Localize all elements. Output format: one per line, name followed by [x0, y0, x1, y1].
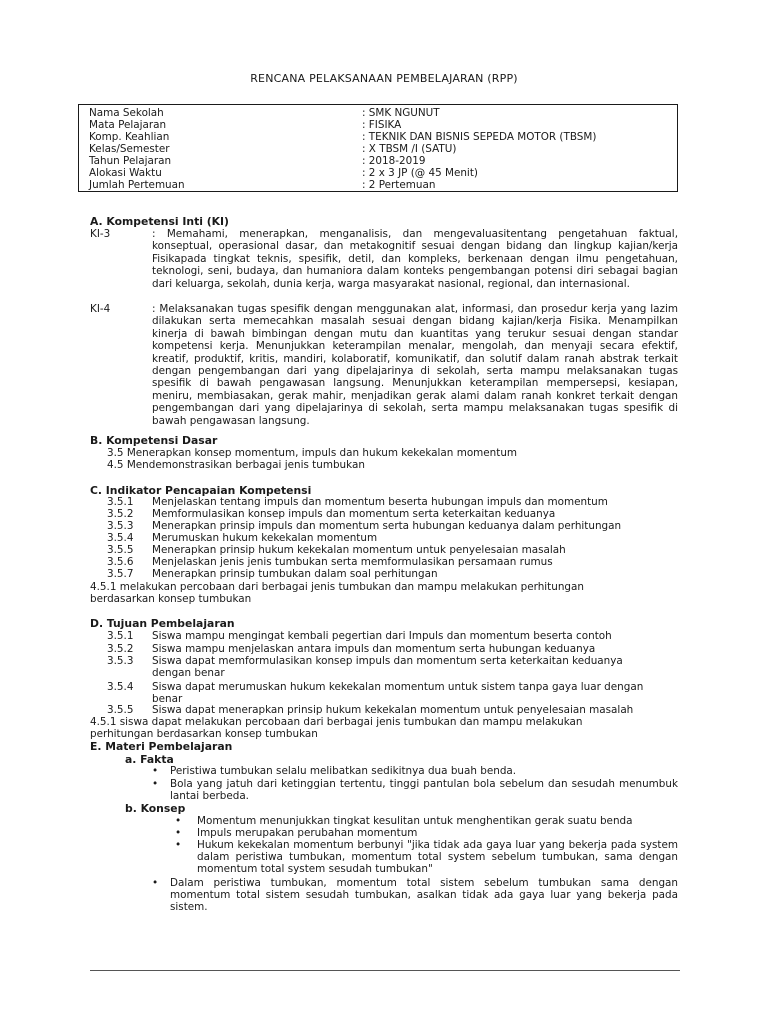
- objective-text: Siswa mampu mengingat kembali pegertian dari Impuls dan momentum beserta contoh: [152, 630, 612, 642]
- objective-text-cont: dengan benar: [152, 667, 225, 679]
- indicator-text: Menjelaskan jenis jenis tumbukan serta memformulasikan persamaan rumus: [152, 556, 553, 568]
- school-info-box: [78, 104, 678, 192]
- info-label: Nama Sekolah: [89, 107, 164, 119]
- objective-text: Siswa dapat merumuskan hukum kekekalan momentum untuk sistem tanpa gaya luar dengan: [152, 681, 644, 693]
- indicator-text: Menerapkan prinsip tumbukan dalam soal perhitungan: [152, 568, 438, 580]
- ki-code: KI-3: [90, 228, 111, 240]
- indicator-extra: 4.5.1 melakukan percobaan dari berbagai jenis tumbukan dan mampu melakukan perhitungan: [90, 581, 584, 593]
- objective-extra: 4.5.1 siswa dapat melakukan percobaan dari berbagai jenis tumbukan dan mampu melakukan: [90, 716, 583, 728]
- objective-text: Siswa dapat memformulasikan konsep impuls dan momentum serta keterkaitan keduanya: [152, 655, 623, 667]
- objective-text: Siswa mampu menjelaskan antara impuls dan momentum serta hubungan keduanya: [152, 643, 596, 655]
- info-label: Komp. Keahlian: [89, 131, 170, 143]
- fakta-item: Peristiwa tumbukan selalu melibatkan sedikitnya dua buah benda.: [170, 765, 517, 777]
- section-c-heading: C. Indikator Pencapaian Kompetensi: [90, 484, 312, 497]
- info-value: : 2 x 3 JP (@ 45 Menit): [362, 167, 478, 179]
- indicator-text: Menjelaskan tentang impuls dan momentum beserta hubungan impuls dan momentum: [152, 496, 608, 508]
- bullet-icon: •: [175, 827, 182, 839]
- info-label: Mata Pelajaran: [89, 119, 167, 131]
- info-value: : 2018-2019: [362, 155, 426, 167]
- kd-item: 4.5 Mendemonstrasikan berbagai jenis tumbukan: [107, 459, 365, 471]
- indicator-number: 3.5.2: [107, 508, 134, 520]
- info-value: : FISIKA: [362, 119, 402, 131]
- konsep-heading: b. Konsep: [125, 802, 186, 815]
- info-label: Alokasi Waktu: [89, 167, 162, 179]
- section-a-heading: A. Kompetensi Inti (KI): [90, 215, 229, 228]
- info-value: : SMK NGUNUT: [362, 107, 440, 119]
- bullet-icon: •: [152, 778, 159, 790]
- konsep-item: Momentum menunjukkan tingkat kesulitan untuk menghentikan gerak suatu benda: [197, 815, 633, 827]
- objective-number: 3.5.4: [107, 681, 134, 693]
- fakta-heading: a. Fakta: [125, 753, 174, 766]
- info-value: : X TBSM /I (SATU): [362, 143, 457, 155]
- objective-text-cont: benar: [152, 693, 183, 705]
- indicator-text: Merumuskan hukum kekekalan momentum: [152, 532, 378, 544]
- page-title: RENCANA PELAKSANAAN PEMBELAJARAN (RPP): [250, 72, 518, 85]
- indicator-number: 3.5.4: [107, 532, 134, 544]
- objective-number: 3.5.3: [107, 655, 134, 667]
- footer-divider: [90, 970, 680, 971]
- indicator-number: 3.5.6: [107, 556, 134, 568]
- bullet-icon: •: [175, 815, 182, 827]
- info-value: : 2 Pertemuan: [362, 179, 436, 191]
- section-b-heading: B. Kompetensi Dasar: [90, 434, 218, 447]
- indicator-text: Menerapkan prinsip hukum kekekalan momentum untuk penyelesaian masalah: [152, 544, 566, 556]
- indicator-extra: berdasarkan konsep tumbukan: [90, 593, 252, 605]
- objective-number: 3.5.5: [107, 704, 134, 716]
- bullet-icon: •: [152, 765, 159, 777]
- bullet-icon: •: [175, 839, 182, 851]
- indicator-number: 3.5.1: [107, 496, 134, 508]
- info-label: Kelas/Semester: [89, 143, 170, 155]
- konsep-item: Hukum kekekalan momentum berbunyi "jika tidak ada gaya luar yang bekerja pada system dalam peristiwa tumbukan, momentum total system sebelum tumbukan, sama dengan momentum total system sesudah tumbukan": [197, 839, 678, 875]
- objective-number: 3.5.2: [107, 643, 134, 655]
- section-e-heading: E. Materi Pembelajaran: [90, 740, 233, 753]
- indicator-number: 3.5.3: [107, 520, 134, 532]
- indicator-text: Menerapkan prinsip impuls dan momentum serta hubungan keduanya dalam perhitungan: [152, 520, 622, 532]
- info-label: Jumlah Pertemuan: [89, 179, 185, 191]
- indicator-number: 3.5.5: [107, 544, 134, 556]
- ki-text: : Melaksanakan tugas spesifik dengan menggunakan alat, informasi, dan prosedur kerja yang lazim dilakukan serta memecahkan masalah sesuai dengan bidang kajian/kerja Fisika. Menampilkan kinerja di bawah bimbingan dengan mutu dan kuantitas yang terukur sesuai dengan standar kompetensi kerja. Menunjukkan keterampilan menalar, mengolah, dan menyaji secara efektif, kreatif, produktif, kritis, mandiri, kolaboratif, komunikatif, dan solutif dalam ranah abstrak terkait dengan pengembangan dari yang dipelajarinya di sekolah, serta mampu melaksanakan tugas spesifik di bawah pengawasan langsung. Menunjukkan keterampilan mempersepsi, kesiapan, meniru, membiasakan, gerak mahir, menjadikan gerak alami dalam ranah konkret terkait dengan pengembangan dari yang dipelajarinya di sekolah, serta mampu melaksanakan tugas spesifik di bawah pengawasan langsung.: [152, 303, 678, 427]
- indicator-text: Memformulasikan konsep impuls dan momentum serta keterkaitan keduanya: [152, 508, 556, 520]
- objective-extra: perhitungan berdasarkan konsep tumbukan: [90, 728, 318, 740]
- kd-item: 3.5 Menerapkan konsep momentum, impuls dan hukum kekekalan momentum: [107, 447, 518, 459]
- info-value: : TEKNIK DAN BISNIS SEPEDA MOTOR (TBSM): [362, 131, 597, 143]
- konsep-outer-item: Dalam peristiwa tumbukan, momentum total sistem sebelum tumbukan sama dengan momentum total sistem sesudah tumbukan, asalkan tidak ada gaya luar yang bekerja pada sistem.: [170, 877, 678, 913]
- section-d-heading: D. Tujuan Pembelajaran: [90, 617, 235, 630]
- fakta-item: Bola yang jatuh dari ketinggian tertentu, tinggi pantulan bola sebelum dan sesudah menumbuk lantai berbeda.: [170, 778, 678, 803]
- objective-text: Siswa dapat menerapkan prinsip hukum kekekalan momentum untuk penyelesaian masalah: [152, 704, 634, 716]
- info-label: Tahun Pelajaran: [89, 155, 172, 167]
- objective-number: 3.5.1: [107, 630, 134, 642]
- konsep-item: Impuls merupakan perubahan momentum: [197, 827, 418, 839]
- ki-code: KI-4: [90, 303, 111, 315]
- bullet-icon: •: [152, 877, 159, 889]
- ki-text: : Memahami, menerapkan, menganalisis, dan mengevaluasitentang pengetahuan faktual, konseptual, operasional dasar, dan metakognitif sesuai dengan bidang dan lingkup kajian/kerja Fisikapada tingkat teknis, spesifik, detil, dan kompleks, berkenaan dengan ilmu pengetahuan, teknologi, seni, budaya, dan humaniora dalam konteks pengembangan potensi diri sebagai bagian dari keluarga, sekolah, dunia kerja, warga masyarakat nasional, regional, dan internasional.: [152, 228, 678, 290]
- indicator-number: 3.5.7: [107, 568, 134, 580]
